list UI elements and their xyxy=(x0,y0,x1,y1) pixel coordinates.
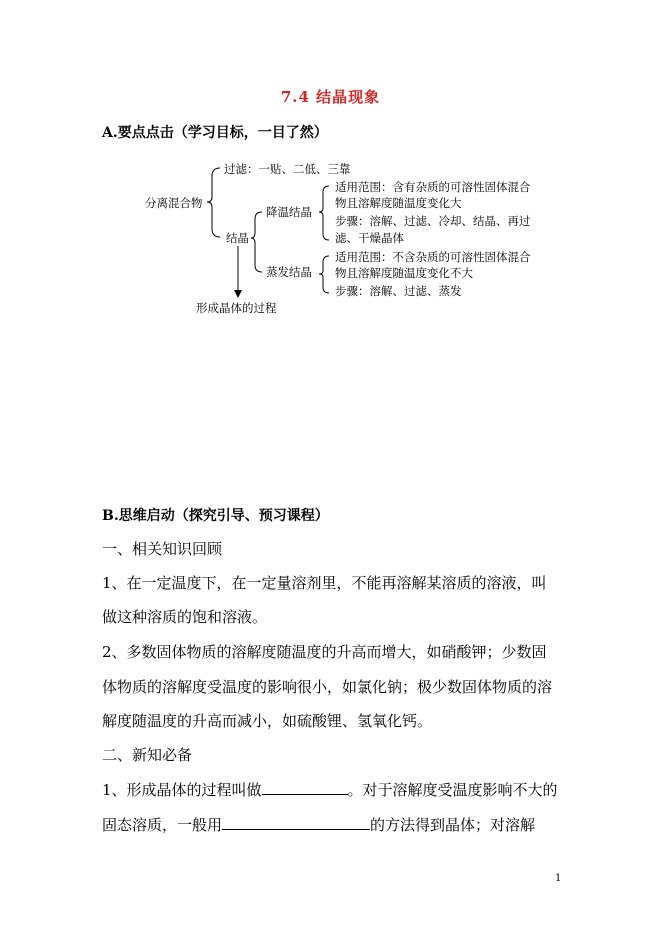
diagram-evaporation-scope-2: 物且溶解度随温度变化不大 xyxy=(335,266,473,280)
brace-evaporation xyxy=(319,256,329,293)
diagram-cooling-label: 降温结晶 xyxy=(266,205,312,219)
paragraph-2-line-1: 2、多数固体物质的溶解度随温度的升高而增大，如硝酸钾；少数固 xyxy=(102,643,547,661)
section-b-heading: B.思维启动（探究引导、预习课程） xyxy=(102,508,329,524)
question-1-text-a: 1、形成晶体的过程叫做 xyxy=(102,781,262,799)
diagram-cooling-scope-1: 适用范围：含有杂质的可溶性固体混合 xyxy=(335,180,531,194)
paragraph-1-line-1: 1、在一定温度下，在一定量溶剂里，不能再溶解某溶质的溶液，叫 xyxy=(102,574,547,592)
page-title: 7.4 结晶现象 xyxy=(280,88,381,106)
question-1-text-c: 固态溶质，一般用 xyxy=(102,816,223,834)
question-1-line-2 xyxy=(102,808,562,842)
diagram-crystal: 结晶 xyxy=(226,231,249,245)
paragraph-2-line-3: 解度随温度的升高而减小，如硫酸锂、氢氧化钙。 xyxy=(102,712,433,730)
brace-cooling xyxy=(319,186,329,240)
question-1-text-b: 。对于溶解度受温度影响不大的 xyxy=(347,781,558,799)
paragraph-1-line-2: 做这种溶质的饱和溶液。 xyxy=(102,608,268,626)
part1-heading: 一、相关知识回顾 xyxy=(102,540,223,558)
question-1-text-d: 的方法得到晶体；对溶解 xyxy=(370,816,536,834)
part2-heading: 二、新知必备 xyxy=(102,746,193,764)
answer-blank-1[interactable] xyxy=(262,777,348,795)
concept-diagram xyxy=(0,0,661,330)
diagram-cooling-steps-1: 步骤：溶解、过滤、冷却、结晶、再过 xyxy=(335,214,531,228)
paragraph-2-line-2: 体物质的溶解度受温度的影响很小，如氯化钠；极少数固体物质的溶 xyxy=(102,678,553,696)
diagram-evaporation-steps: 步骤：溶解、过滤、蒸发 xyxy=(335,284,462,298)
diagram-process: 形成晶体的过程 xyxy=(196,301,277,315)
page-number: 1 xyxy=(555,873,562,884)
diagram-evaporation-label: 蒸发结晶 xyxy=(266,265,312,279)
question-1-line-1 xyxy=(102,773,562,807)
diagram-cooling-scope-2: 物且溶解度随温度变化大 xyxy=(335,196,462,210)
diagram-root: 分离混合物 xyxy=(145,196,203,210)
answer-blank-2[interactable] xyxy=(222,812,370,830)
diagram-filter: 过滤：一贴、二低、三靠 xyxy=(224,162,351,176)
brace-main xyxy=(207,168,220,237)
arrow-head xyxy=(234,290,242,298)
section-a-heading: A.要点点击（学习目标，一目了然） xyxy=(102,125,328,141)
brace-crystal xyxy=(251,212,262,272)
diagram-evaporation-scope-1: 适用范围：不含杂质的可溶性固体混合 xyxy=(335,250,531,264)
diagram-cooling-steps-2: 滤、干燥晶体 xyxy=(335,231,404,245)
